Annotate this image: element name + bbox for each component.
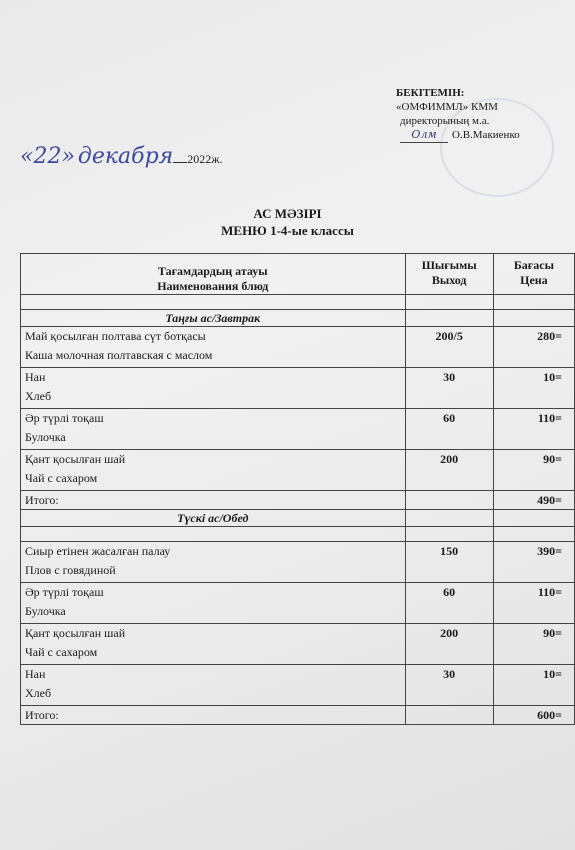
- header-price: [493, 254, 574, 295]
- dish-price: 90=: [493, 624, 574, 665]
- dish-name-ru: Каша молочная полтавская с маслом: [25, 348, 213, 362]
- date-month: декабря: [77, 144, 174, 169]
- header-price-ru: Цена: [520, 273, 548, 287]
- section-title: Таңғы ас/Завтрак: [21, 310, 406, 327]
- table-row: [21, 368, 575, 409]
- dish-name-kz: Әр түрлі тоқаш: [25, 585, 104, 599]
- total-label: Итого:: [21, 491, 406, 510]
- section-lunch: [21, 510, 575, 527]
- section-title: Түскі ас/Обед: [21, 510, 406, 527]
- dish-name-ru: Чай с сахаром: [25, 471, 98, 485]
- header-name-ru: Наименования блюд: [157, 279, 269, 293]
- dish-yield: 60: [405, 583, 493, 624]
- blank-row: [21, 527, 575, 542]
- dish-price: 110=: [493, 409, 574, 450]
- table-header-row: [21, 254, 575, 295]
- table-row: [21, 624, 575, 665]
- dish-price: 390=: [493, 542, 574, 583]
- dish-name-ru: Хлеб: [25, 389, 52, 403]
- dish-price: 10=: [493, 665, 574, 706]
- dish-name-kz: Май қосылған полтава сүт ботқасы: [25, 329, 206, 343]
- total-label: Итого:: [21, 706, 406, 725]
- dish-yield: 200/5: [405, 327, 493, 368]
- dish-name-kz: Әр түрлі тоқаш: [25, 411, 104, 425]
- dish-name-ru: Хлеб: [25, 686, 52, 700]
- dish-name-ru: Булочка: [25, 430, 66, 444]
- header-name: [21, 254, 406, 295]
- dish-price: 110=: [493, 583, 574, 624]
- dish-yield: 150: [405, 542, 493, 583]
- signature: Олм: [400, 128, 448, 143]
- header-name-kz: Тағамдардың атауы: [157, 264, 268, 278]
- dish-yield: 30: [405, 665, 493, 706]
- menu-heading: [0, 205, 575, 239]
- total-row-lunch: [21, 706, 575, 725]
- header-price-kz: Бағасы: [513, 258, 554, 272]
- date-day: «22»: [20, 144, 75, 169]
- menu-table: [20, 253, 575, 725]
- table-row: [21, 542, 575, 583]
- table-row: [21, 409, 575, 450]
- date-year: 2022ж.: [187, 152, 223, 166]
- dish-yield: 200: [405, 624, 493, 665]
- dish-yield: 200: [405, 450, 493, 491]
- approval-block: [396, 86, 566, 143]
- blank-row: [21, 295, 575, 310]
- dish-name-ru: Чай с сахаром: [25, 645, 98, 659]
- dish-name-kz: Нан: [25, 667, 46, 681]
- approval-name: О.В.Макиенко: [452, 129, 520, 141]
- table-row: [21, 583, 575, 624]
- approval-org: «ОМФИММЛ» КММ: [396, 101, 498, 113]
- total-value: 600=: [493, 706, 574, 725]
- dish-price: 280=: [493, 327, 574, 368]
- title-ru: МЕНЮ 1-4-ые классы: [221, 223, 354, 238]
- header-yield-kz: Шығымы: [421, 258, 477, 272]
- document-date: [20, 144, 223, 169]
- dish-yield: 60: [405, 409, 493, 450]
- dish-name-kz: Нан: [25, 370, 46, 384]
- approval-title: БЕКІТЕМІН:: [396, 87, 465, 99]
- dish-price: 10=: [493, 368, 574, 409]
- total-value: 490=: [493, 491, 574, 510]
- dish-name-ru: Булочка: [25, 604, 66, 618]
- total-row-breakfast: [21, 491, 575, 510]
- header-yield-ru: Выход: [431, 273, 467, 287]
- dish-yield: 30: [405, 368, 493, 409]
- dish-name-kz: Қант қосылған шай: [25, 452, 126, 466]
- table-row: [21, 450, 575, 491]
- dish-name-ru: Плов с говядиной: [25, 563, 116, 577]
- dish-price: 90=: [493, 450, 574, 491]
- title-kz: АС МӘЗІРІ: [253, 206, 322, 221]
- table-row: [21, 327, 575, 368]
- header-yield: [405, 254, 493, 295]
- dish-name-kz: Сиыр етінен жасалған палау: [25, 544, 171, 558]
- approval-role: директорының м.а.: [400, 115, 490, 127]
- section-breakfast: [21, 310, 575, 327]
- table-row: [21, 665, 575, 706]
- dish-name-kz: Қант қосылған шай: [25, 626, 126, 640]
